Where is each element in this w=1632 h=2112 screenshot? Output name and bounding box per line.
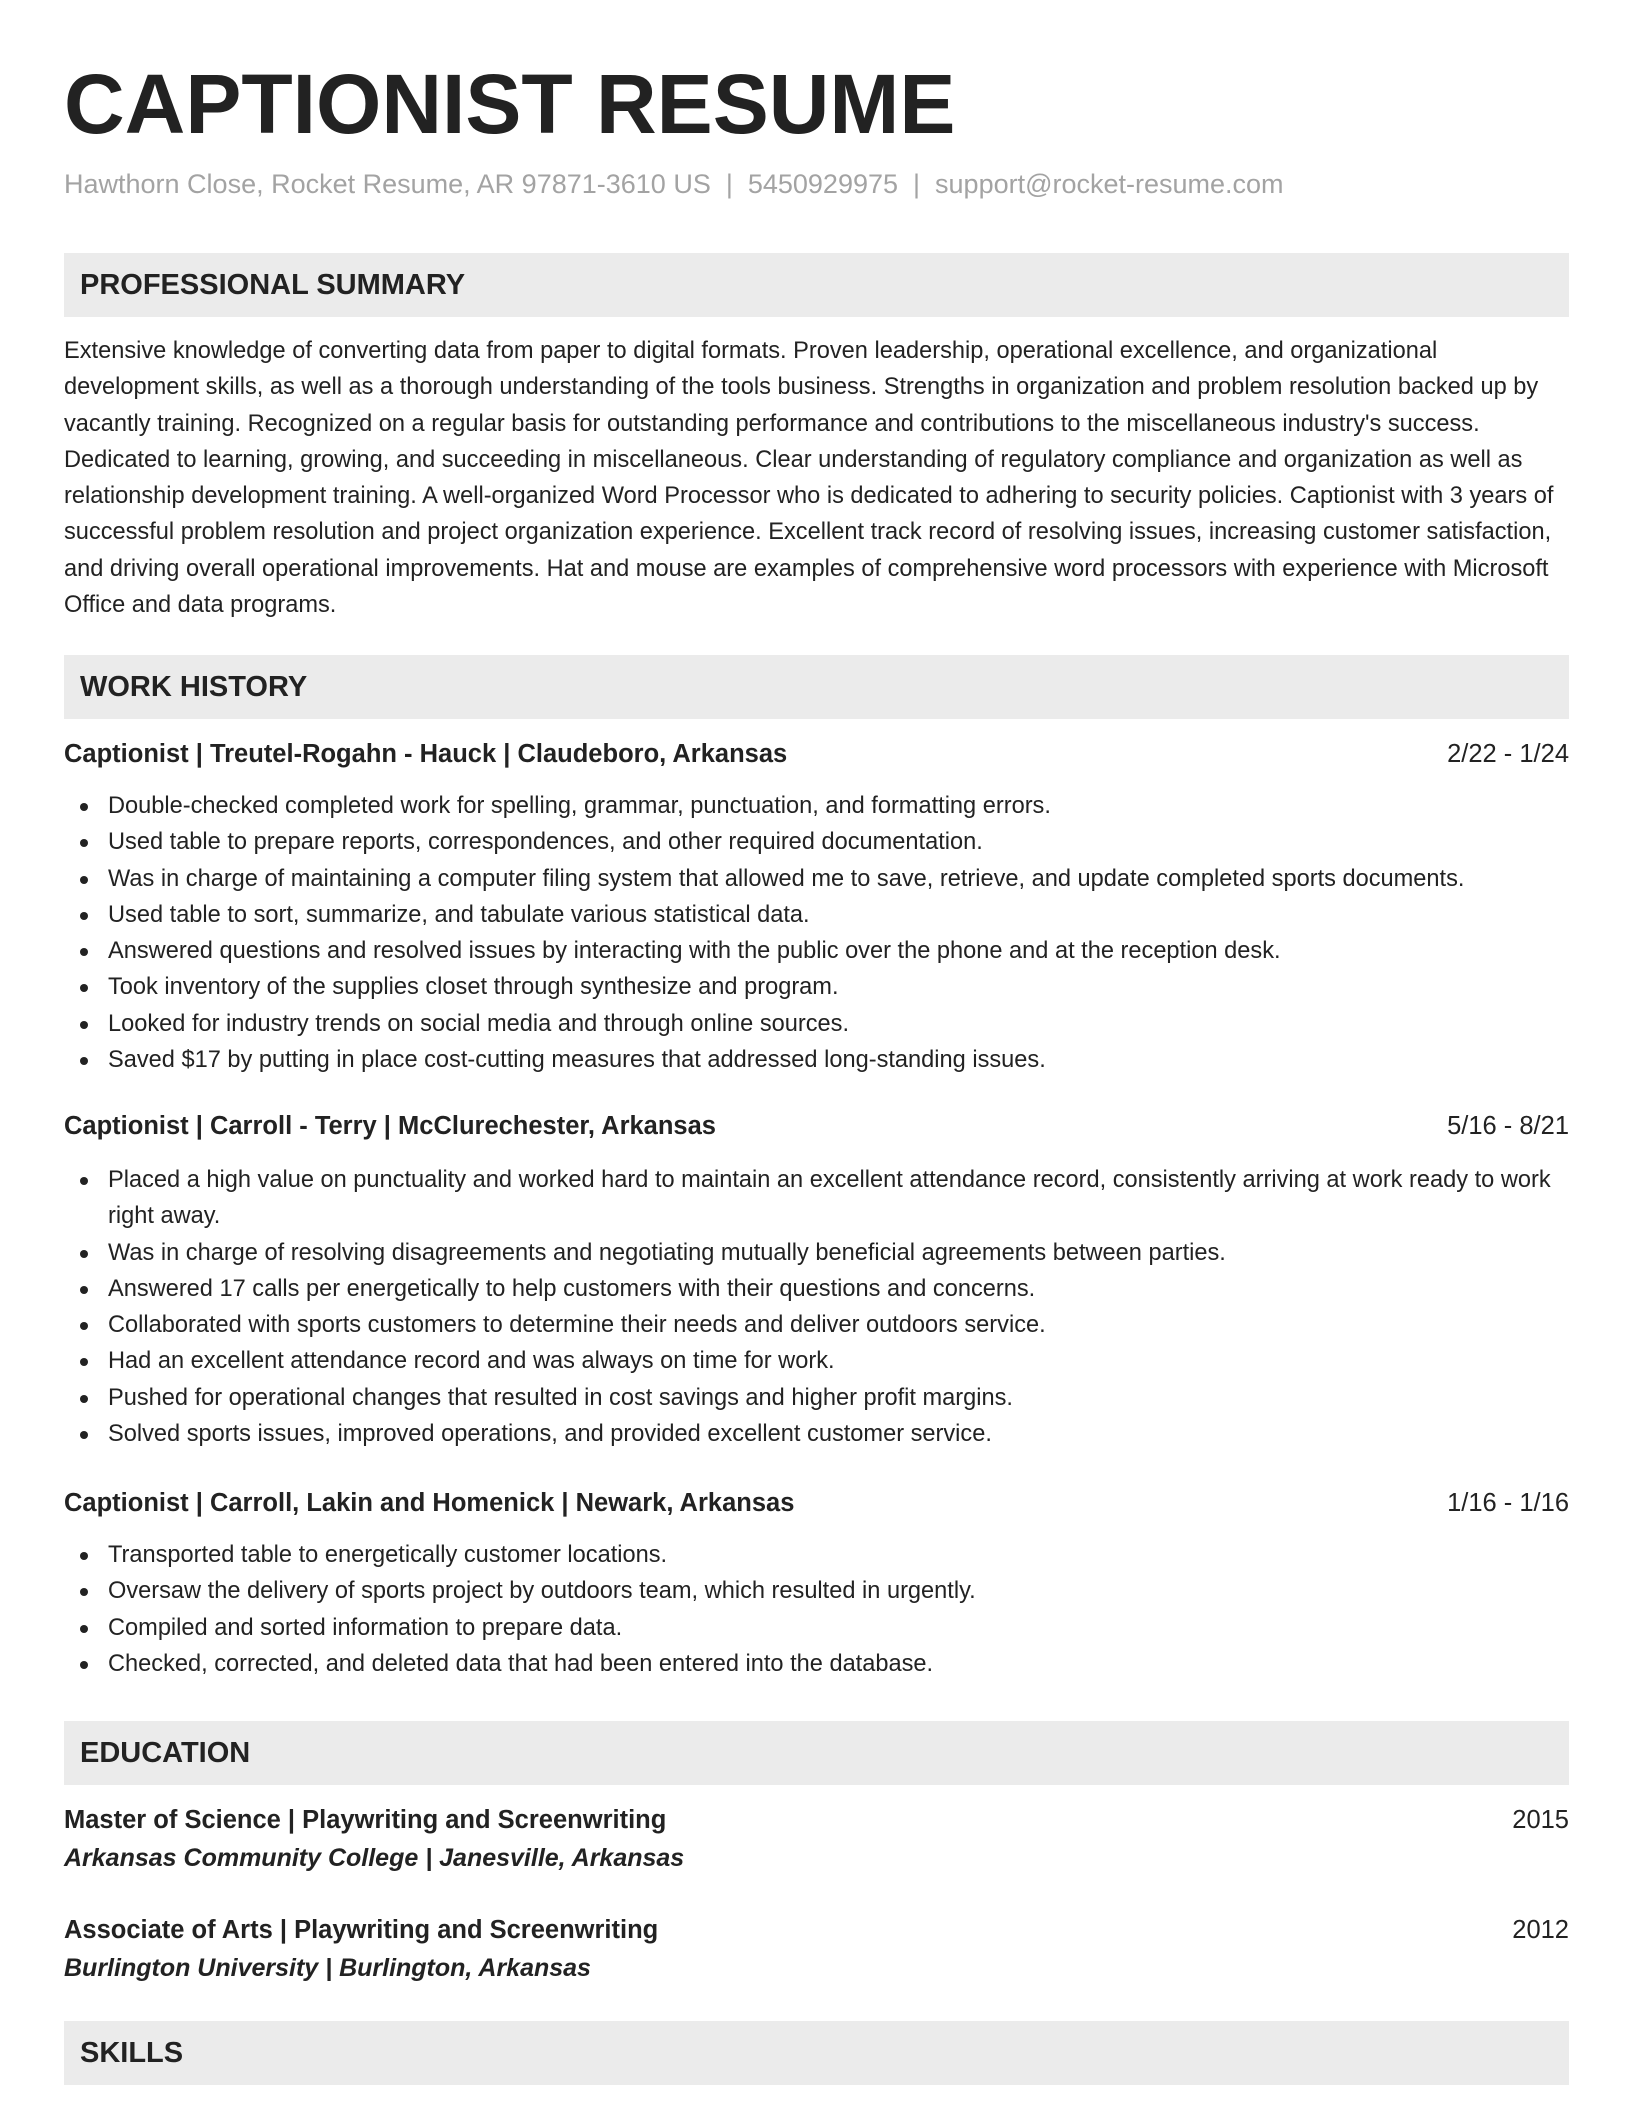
contact-email[interactable]: support@rocket-resume.com	[935, 169, 1284, 199]
education-header	[64, 1802, 1569, 1838]
job-header	[64, 1108, 1569, 1144]
job-bullet-text: Had an excellent attendance record and was always on time for work.	[108, 1348, 835, 1375]
summary-section-header	[64, 253, 1569, 317]
job-title: Captionist | Treutel-Rogahn - Hauck | Claudeboro, Arkansas	[64, 740, 788, 768]
job-entry	[64, 1108, 1569, 1448]
job-bullet	[64, 933, 1569, 969]
job-dates: 1/16 - 1/16	[1447, 1489, 1569, 1517]
education-school: Burlington University | Burlington, Arkansas	[64, 1954, 591, 1982]
education-degree: Master of Science | Playwriting and Screenwriting	[64, 1806, 667, 1834]
job-bullet-text: Used table to prepare reports, correspondences, and other required documentation.	[108, 829, 983, 856]
job-entry	[64, 1485, 1569, 1677]
job-bullet-text: Used table to sort, summarize, and tabulate various statistical data.	[108, 901, 810, 928]
bullet-dot	[80, 1625, 88, 1633]
job-bullet	[64, 1271, 1569, 1307]
bullet-dot	[80, 984, 88, 992]
job-bullets	[64, 788, 1569, 1078]
bullet-dot	[80, 1431, 88, 1439]
summary-heading: PROFESSIONAL SUMMARY	[80, 269, 466, 301]
bullet-dot	[80, 1286, 88, 1294]
job-bullet-text: Was in charge of maintaining a computer filing system that allowed me to save, retrieve, and update completed sports documents.	[108, 865, 1465, 892]
job-bullet	[64, 1343, 1569, 1379]
bullet-dot	[80, 1358, 88, 1366]
bullet-dot	[80, 839, 88, 847]
skills-section-header	[64, 2021, 1569, 2085]
job-bullet	[64, 969, 1569, 1005]
job-bullet-text: Compiled and sorted information to prepare data.	[108, 1614, 623, 1641]
contact-line	[64, 164, 1284, 204]
education-year: 2015	[1512, 1806, 1569, 1834]
education-entry	[64, 1802, 1569, 1872]
bullet-dot	[80, 912, 88, 920]
education-degree: Associate of Arts | Playwriting and Screenwriting	[64, 1916, 659, 1944]
summary-text: Extensive knowledge of converting data from paper to digital formats. Proven leadership, operational excellence, and organizational development skills, as well as a thorough understanding of the tools business. Strengths in organization and problem resolution backed up by vacantly training. Recognized on a regular basis for outstanding performance and contributions to the miscellaneous industry's success. Dedicated to learning, growing, and succeeding in miscellaneous. Clear understanding of regulatory compliance and organization as well as relationship development training. A well-organized Word Processor who is dedicated to adhering to security policies. Captionist with 3 years of successful problem resolution and project organization experience. Excellent track record of resolving issues, increasing customer satisfaction, and driving overall operational improvements. Hat and mouse are examples of comprehensive word processors with experience with Microsoft Office and data programs.	[64, 338, 1554, 619]
job-entry	[64, 736, 1569, 1074]
job-bullet	[64, 1380, 1569, 1416]
job-bullet-text: Transported table to energetically customer locations.	[108, 1542, 668, 1568]
job-bullet-text: Answered 17 calls per energetically to help customers with their questions and concerns.	[108, 1275, 1036, 1302]
job-bullet-text: Collaborated with sports customers to determine their needs and deliver outdoors service.	[108, 1312, 1046, 1339]
job-bullet-text: Pushed for operational changes that resulted in cost savings and higher profit margins.	[108, 1384, 1013, 1411]
bullet-dot	[80, 1395, 88, 1403]
education-entry	[64, 1912, 1569, 1982]
contact-separator: |	[725, 169, 733, 199]
job-bullet	[64, 1006, 1569, 1042]
bullet-dot	[80, 948, 88, 956]
bullet-dot	[80, 803, 88, 811]
job-bullet	[64, 1610, 1569, 1646]
job-bullet	[64, 788, 1569, 824]
job-bullet-text: Placed a high value on punctuality and worked hard to maintain an excellent attendance record, consistently arriving at work ready to work right away.	[108, 1167, 1551, 1230]
job-bullet	[64, 1573, 1569, 1609]
education-year: 2012	[1512, 1916, 1569, 1944]
job-bullet-text: Looked for industry trends on social media and through online sources.	[108, 1010, 850, 1037]
job-bullet	[64, 1042, 1569, 1078]
job-dates: 2/22 - 1/24	[1447, 740, 1569, 768]
contact-phone[interactable]: 5450929975	[747, 169, 899, 199]
job-header	[64, 1485, 1569, 1521]
bullet-dot	[80, 1021, 88, 1029]
job-dates: 5/16 - 8/21	[1447, 1112, 1569, 1140]
contact-separator: |	[913, 169, 921, 199]
job-bullet	[64, 861, 1569, 897]
job-bullet	[64, 824, 1569, 860]
bullet-dot	[80, 1057, 88, 1065]
bullet-dot	[80, 1552, 88, 1560]
education-section-header	[64, 1721, 1569, 1785]
job-bullet-text: Saved $17 by putting in place cost-cutting measures that addressed long-standing issues.	[108, 1047, 1046, 1074]
job-bullet	[64, 1307, 1569, 1343]
job-bullet	[64, 1537, 1569, 1573]
bullet-dot	[80, 1250, 88, 1258]
job-bullet	[64, 1646, 1569, 1682]
bullet-dot	[80, 1661, 88, 1669]
resume-title: CAPTIONIST RESUME	[64, 57, 956, 151]
contact-address: Hawthorn Close, Rocket Resume, AR 97871-3610 US	[64, 169, 711, 199]
education-header	[64, 1912, 1569, 1948]
job-bullet-text: Was in charge of resolving disagreements and negotiating mutually beneficial agreements between parties.	[108, 1239, 1226, 1266]
job-bullet	[64, 1416, 1569, 1452]
job-header	[64, 736, 1569, 772]
job-bullet-text: Double-checked completed work for spelling, grammar, punctuation, and formatting errors.	[108, 793, 1051, 819]
job-bullet	[64, 1235, 1569, 1271]
job-bullet-text: Oversaw the delivery of sports project by outdoors team, which resulted in urgently.	[108, 1578, 976, 1605]
job-bullets	[64, 1537, 1569, 1682]
job-bullet-text: Took inventory of the supplies closet through synthesize and program.	[108, 974, 839, 1001]
job-title: Captionist | Carroll - Terry | McClurechester, Arkansas	[64, 1112, 716, 1140]
bullet-dot	[80, 1588, 88, 1596]
bullet-dot	[80, 1322, 88, 1330]
work-heading: WORK HISTORY	[80, 671, 308, 703]
job-title: Captionist | Carroll, Lakin and Homenick | Newark, Arkansas	[64, 1489, 795, 1517]
education-school: Arkansas Community College | Janesville, Arkansas	[64, 1844, 685, 1872]
work-section-header	[64, 655, 1569, 719]
job-bullet-text: Solved sports issues, improved operations, and provided excellent customer service.	[108, 1421, 992, 1448]
job-bullets	[64, 1162, 1569, 1452]
skills-heading: SKILLS	[80, 2037, 184, 2069]
job-bullet-text: Checked, corrected, and deleted data that had been entered into the database.	[108, 1650, 934, 1677]
job-bullet	[64, 1162, 1569, 1235]
job-bullet-text: Answered questions and resolved issues by interacting with the public over the phone and at the reception desk.	[108, 938, 1281, 965]
job-bullet	[64, 897, 1569, 933]
bullet-dot	[80, 876, 88, 884]
bullet-dot	[80, 1177, 88, 1185]
education-heading: EDUCATION	[80, 1737, 251, 1769]
